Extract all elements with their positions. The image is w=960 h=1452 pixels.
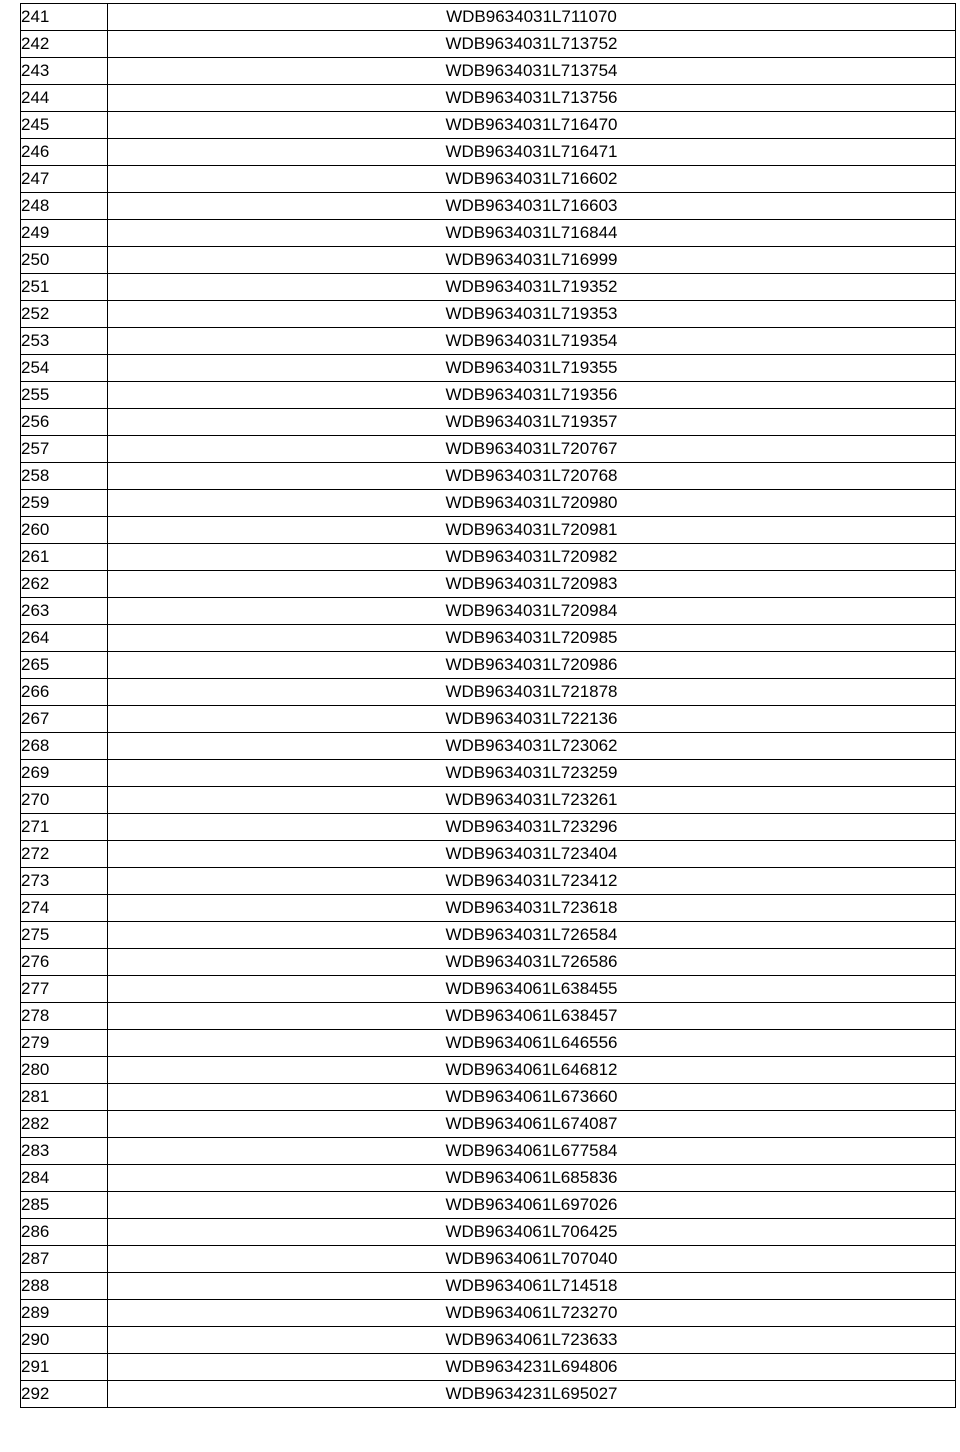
- row-number-cell: 241: [21, 4, 108, 31]
- vin-cell: WDB9634061L638455: [108, 976, 956, 1003]
- row-number-cell: 270: [21, 787, 108, 814]
- row-number-cell: 276: [21, 949, 108, 976]
- table-row: [21, 706, 956, 733]
- vin-cell: WDB9634231L695027: [108, 1381, 956, 1408]
- row-number-cell: 292: [21, 1381, 108, 1408]
- table-row: [21, 85, 956, 112]
- table-row: [21, 490, 956, 517]
- vin-cell: WDB9634031L723296: [108, 814, 956, 841]
- table-row: [21, 571, 956, 598]
- table-row: [21, 1057, 956, 1084]
- table-row: [21, 760, 956, 787]
- vin-table-body: [21, 4, 956, 1408]
- table-row: [21, 868, 956, 895]
- table-row: [21, 31, 956, 58]
- vin-cell: WDB9634031L716602: [108, 166, 956, 193]
- table-row: [21, 4, 956, 31]
- vin-cell: WDB9634061L707040: [108, 1246, 956, 1273]
- table-row: [21, 1111, 956, 1138]
- table-row: [21, 463, 956, 490]
- vin-cell: WDB9634031L716844: [108, 220, 956, 247]
- table-row: [21, 814, 956, 841]
- row-number-cell: 269: [21, 760, 108, 787]
- vin-cell: WDB9634061L673660: [108, 1084, 956, 1111]
- vin-cell: WDB9634031L719356: [108, 382, 956, 409]
- table-row: [21, 625, 956, 652]
- vin-cell: WDB9634031L726584: [108, 922, 956, 949]
- vin-cell: WDB9634031L719357: [108, 409, 956, 436]
- table-row: [21, 328, 956, 355]
- row-number-cell: 278: [21, 1003, 108, 1030]
- vin-list-table: [20, 3, 956, 1408]
- row-number-cell: 274: [21, 895, 108, 922]
- row-number-cell: 284: [21, 1165, 108, 1192]
- vin-cell: WDB9634031L720767: [108, 436, 956, 463]
- table-row: [21, 1165, 956, 1192]
- row-number-cell: 248: [21, 193, 108, 220]
- table-row: [21, 436, 956, 463]
- table-row: [21, 220, 956, 247]
- row-number-cell: 290: [21, 1327, 108, 1354]
- row-number-cell: 288: [21, 1273, 108, 1300]
- vin-cell: WDB9634031L720986: [108, 652, 956, 679]
- table-row: [21, 787, 956, 814]
- table-row: [21, 1030, 956, 1057]
- table-row: [21, 112, 956, 139]
- row-number-cell: 275: [21, 922, 108, 949]
- row-number-cell: 263: [21, 598, 108, 625]
- table-row: [21, 679, 956, 706]
- vin-cell: WDB9634031L723618: [108, 895, 956, 922]
- vin-cell: WDB9634031L726586: [108, 949, 956, 976]
- vin-cell: WDB9634031L720982: [108, 544, 956, 571]
- table-row: [21, 355, 956, 382]
- vin-cell: WDB9634031L716603: [108, 193, 956, 220]
- vin-cell: WDB9634031L719352: [108, 274, 956, 301]
- table-row: [21, 274, 956, 301]
- row-number-cell: 272: [21, 841, 108, 868]
- vin-cell: WDB9634031L720768: [108, 463, 956, 490]
- table-row: [21, 598, 956, 625]
- row-number-cell: 255: [21, 382, 108, 409]
- vin-cell: WDB9634231L694806: [108, 1354, 956, 1381]
- row-number-cell: 291: [21, 1354, 108, 1381]
- table-row: [21, 193, 956, 220]
- table-row: [21, 409, 956, 436]
- vin-cell: WDB9634031L713754: [108, 58, 956, 85]
- row-number-cell: 254: [21, 355, 108, 382]
- vin-cell: WDB9634031L711070: [108, 4, 956, 31]
- vin-cell: WDB9634031L716470: [108, 112, 956, 139]
- table-row: [21, 1354, 956, 1381]
- table-row: [21, 922, 956, 949]
- row-number-cell: 242: [21, 31, 108, 58]
- row-number-cell: 243: [21, 58, 108, 85]
- vin-cell: WDB9634031L719353: [108, 301, 956, 328]
- row-number-cell: 260: [21, 517, 108, 544]
- table-row: [21, 1192, 956, 1219]
- row-number-cell: 258: [21, 463, 108, 490]
- vin-cell: WDB9634031L720983: [108, 571, 956, 598]
- vin-cell: WDB9634061L714518: [108, 1273, 956, 1300]
- table-row: [21, 382, 956, 409]
- row-number-cell: 247: [21, 166, 108, 193]
- vin-cell: WDB9634031L723062: [108, 733, 956, 760]
- vin-cell: WDB9634031L719355: [108, 355, 956, 382]
- table-row: [21, 247, 956, 274]
- row-number-cell: 286: [21, 1219, 108, 1246]
- vin-cell: WDB9634031L721878: [108, 679, 956, 706]
- vin-cell: WDB9634061L723633: [108, 1327, 956, 1354]
- vin-cell: WDB9634031L720980: [108, 490, 956, 517]
- row-number-cell: 256: [21, 409, 108, 436]
- vin-cell: WDB9634061L706425: [108, 1219, 956, 1246]
- table-row: [21, 733, 956, 760]
- table-row: [21, 841, 956, 868]
- row-number-cell: 251: [21, 274, 108, 301]
- vin-cell: WDB9634031L716471: [108, 139, 956, 166]
- row-number-cell: 266: [21, 679, 108, 706]
- row-number-cell: 279: [21, 1030, 108, 1057]
- vin-cell: WDB9634061L723270: [108, 1300, 956, 1327]
- row-number-cell: 252: [21, 301, 108, 328]
- row-number-cell: 257: [21, 436, 108, 463]
- vin-cell: WDB9634031L720984: [108, 598, 956, 625]
- vin-cell: WDB9634061L677584: [108, 1138, 956, 1165]
- table-row: [21, 1219, 956, 1246]
- table-row: [21, 976, 956, 1003]
- row-number-cell: 249: [21, 220, 108, 247]
- vin-cell: WDB9634061L638457: [108, 1003, 956, 1030]
- table-row: [21, 652, 956, 679]
- row-number-cell: 280: [21, 1057, 108, 1084]
- row-number-cell: 281: [21, 1084, 108, 1111]
- row-number-cell: 244: [21, 85, 108, 112]
- vin-cell: WDB9634031L722136: [108, 706, 956, 733]
- row-number-cell: 250: [21, 247, 108, 274]
- vin-cell: WDB9634031L723259: [108, 760, 956, 787]
- row-number-cell: 285: [21, 1192, 108, 1219]
- table-row: [21, 949, 956, 976]
- table-row: [21, 1273, 956, 1300]
- row-number-cell: 253: [21, 328, 108, 355]
- table-row: [21, 58, 956, 85]
- row-number-cell: 283: [21, 1138, 108, 1165]
- row-number-cell: 287: [21, 1246, 108, 1273]
- vin-cell: WDB9634061L674087: [108, 1111, 956, 1138]
- row-number-cell: 264: [21, 625, 108, 652]
- row-number-cell: 265: [21, 652, 108, 679]
- table-row: [21, 1246, 956, 1273]
- table-row: [21, 166, 956, 193]
- table-row: [21, 517, 956, 544]
- row-number-cell: 245: [21, 112, 108, 139]
- vin-cell: WDB9634031L720985: [108, 625, 956, 652]
- table-row: [21, 1138, 956, 1165]
- vin-cell: WDB9634061L646556: [108, 1030, 956, 1057]
- row-number-cell: 289: [21, 1300, 108, 1327]
- vin-cell: WDB9634031L716999: [108, 247, 956, 274]
- table-row: [21, 1381, 956, 1408]
- row-number-cell: 277: [21, 976, 108, 1003]
- row-number-cell: 261: [21, 544, 108, 571]
- table-row: [21, 544, 956, 571]
- table-row: [21, 139, 956, 166]
- vin-cell: WDB9634031L720981: [108, 517, 956, 544]
- row-number-cell: 262: [21, 571, 108, 598]
- vin-cell: WDB9634061L646812: [108, 1057, 956, 1084]
- vin-cell: WDB9634061L697026: [108, 1192, 956, 1219]
- vin-cell: WDB9634061L685836: [108, 1165, 956, 1192]
- table-row: [21, 895, 956, 922]
- row-number-cell: 259: [21, 490, 108, 517]
- table-row: [21, 1003, 956, 1030]
- vin-cell: WDB9634031L723261: [108, 787, 956, 814]
- table-row: [21, 301, 956, 328]
- row-number-cell: 268: [21, 733, 108, 760]
- row-number-cell: 282: [21, 1111, 108, 1138]
- vin-cell: WDB9634031L723404: [108, 841, 956, 868]
- row-number-cell: 246: [21, 139, 108, 166]
- vin-cell: WDB9634031L713756: [108, 85, 956, 112]
- row-number-cell: 273: [21, 868, 108, 895]
- vin-cell: WDB9634031L719354: [108, 328, 956, 355]
- vin-cell: WDB9634031L713752: [108, 31, 956, 58]
- row-number-cell: 267: [21, 706, 108, 733]
- table-row: [21, 1084, 956, 1111]
- vin-cell: WDB9634031L723412: [108, 868, 956, 895]
- row-number-cell: 271: [21, 814, 108, 841]
- table-row: [21, 1327, 956, 1354]
- table-row: [21, 1300, 956, 1327]
